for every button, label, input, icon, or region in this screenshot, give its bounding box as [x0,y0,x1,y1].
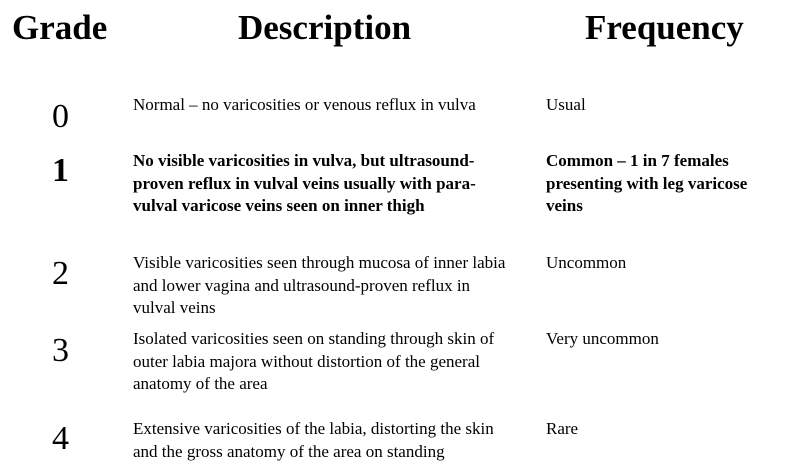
grade-value: 4 [52,420,69,457]
description-text: Isolated varicosities seen on standing through skin of outer labia majora without distortion of the general anatomy of the area [133,329,495,393]
description-text: Extensive varicosities of the labia, distorting the skin and the gross anatomy of the area on standing [133,419,494,461]
frequency-text: Very uncommon [546,329,659,348]
description-text: Normal – no varicosities or venous reflux in vulva [133,95,476,114]
header-description: Description [238,8,412,47]
header-frequency: Frequency [585,8,744,47]
frequency-text: Usual [546,95,586,114]
frequency-text: Common – 1 in 7 females presenting with leg varicose veins [546,151,748,215]
header-grade: Grade [12,8,108,47]
description-text: No visible varicosities in vulva, but ultrasound-proven reflux in vulval veins usually with para-vulval varicose veins seen on inner thigh [133,151,476,215]
grade-value: 0 [52,98,69,135]
frequency-text: Uncommon [546,253,627,272]
description-text: Visible varicosities seen through mucosa of inner labia and lower vagina and ultrasound-proven reflux in vulval veins [133,253,506,317]
grade-value: 1 [52,152,69,189]
frequency-text: Rare [546,419,579,438]
grade-value: 3 [52,332,69,369]
grade-value: 2 [52,255,69,292]
